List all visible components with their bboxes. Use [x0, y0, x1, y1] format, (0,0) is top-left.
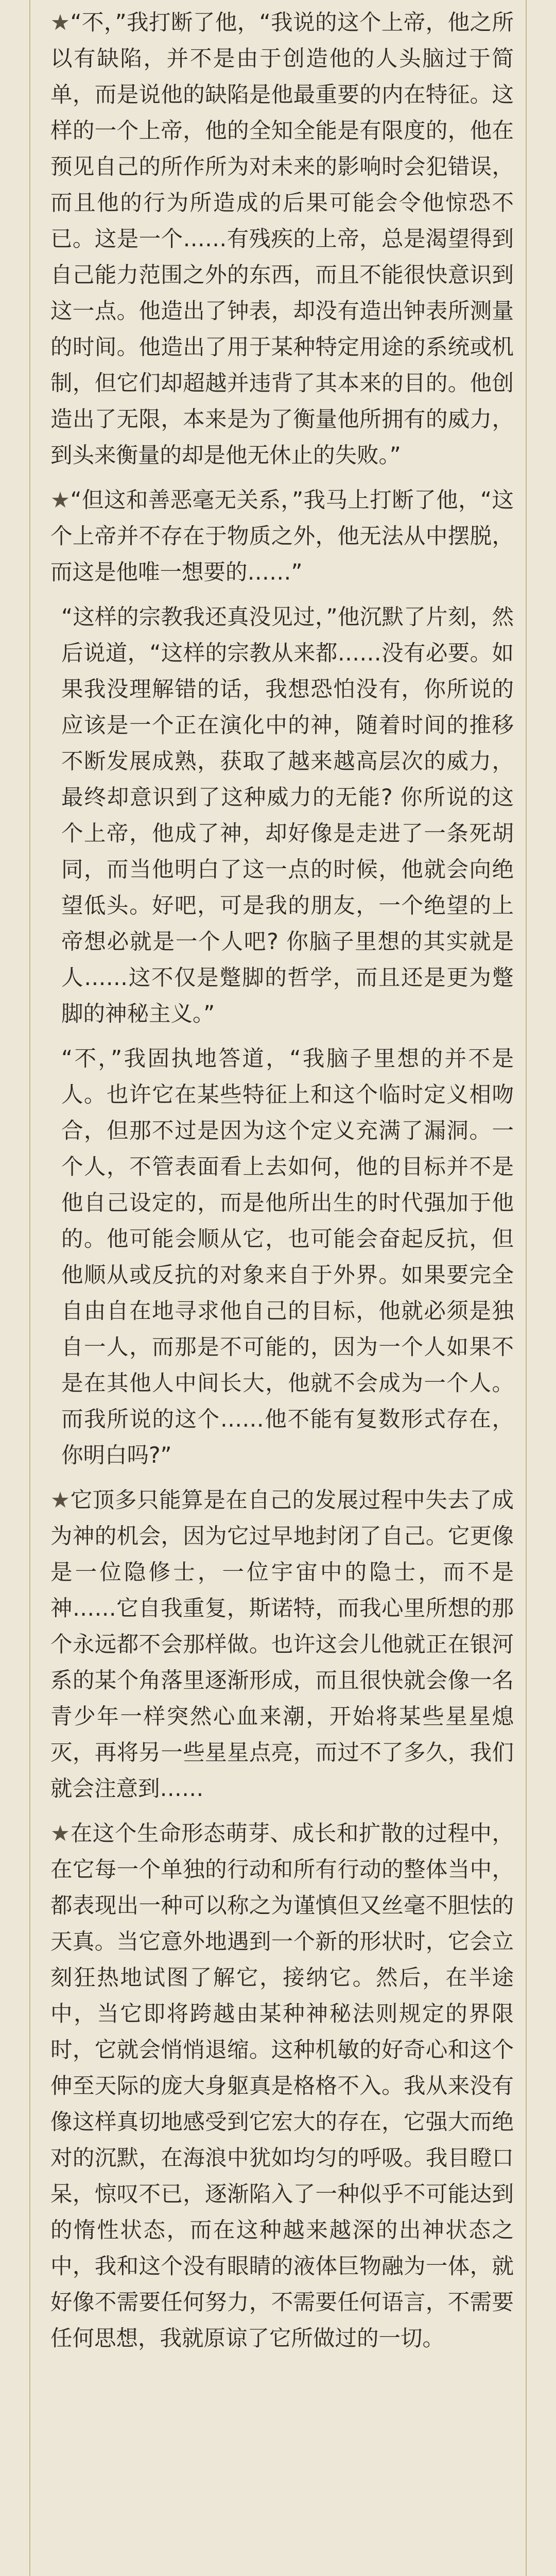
- paragraph-text: 在这个生命形态萌芽、成长和扩散的过程中，在它每一个单独的行动和所有行动的整体当中，都表现出一种可以称之为谨慎但又丝毫不胆怯的天真。当它意外地遇到一个新的形状时，它会立刻狂热地试图了解它，接纳它。然后，在半途中，当它即将跨越由某种神秘法则规定的界限时，它就会悄悄退缩。这种机敏的好奇心和这个伸至天际的庞大身躯真是格格不入。我从来没有像这样真切地感受到它宏大的存在，它强大而绝对的沉默，在海浪中犹如均匀的呼吸。我目瞪口呆，惊叹不已，逐渐陷入了一种似乎不可能达到的惰性状态，而在这种越来越深的出神状态之中，我和这个没有眼睛的液体巨物融为一体，就好像不需要任何努力，不需要任何语言，不需要任何思想，我就原谅了它所做过的一切。: [50, 1821, 514, 2351]
- star-icon: ★: [50, 1821, 71, 1846]
- paragraph-4: [50, 1041, 514, 1474]
- paragraph-text: 它顶多只能算是在自己的发展过程中失去了成为神的机会，因为它过早地封闭了自己。它更像是一位隐修士，一位宇宙中的隐士，而不是神……它自我重复，斯诺特，而我心里所想的那个永远都不会那样做。也许这会儿他就正在银河系的某个角落里逐渐形成，而且很快就会像一名青少年一样突然心血来潮，开始将某些星星熄灭，再将另一些星星点亮，而过不了多久，我们就会注意到……: [50, 1488, 514, 1802]
- paragraph-text: “不，”我打断了他，“我说的这个上帝，他之所以有缺陷，并不是由于创造他的人头脑过于简单，而是说他的缺陷是他最重要的内在特征。这样的一个上帝，他的全知全能是有限度的，他在预见自己的所作所为对未来的影响时会犯错误，而且他的行为所造成的后果可能会令他惊恐不已。这是一个……有残疾的上帝，总是渴望得到自己能力范围之外的东西，而且不能很快意识到这一点。他造出了钟表，却没有造出钟表所测量的时间。他造出了用于某种特定用途的系统或机制，但它们却超越并违背了其本来的目的。他创造出了无限，本来是为了衡量他所拥有的威力，到头来衡量的却是他无休止的失败。”: [50, 10, 514, 468]
- paragraph-text: “但这和善恶毫无关系，”我马上打断了他，“这个上帝并不存在于物质之外，他无法从中摆脱，而这是他唯一想要的……”: [50, 488, 514, 585]
- star-icon: ★: [50, 488, 71, 513]
- star-icon: ★: [50, 10, 71, 36]
- star-icon: ★: [50, 1488, 71, 1513]
- paragraph-text: “这样的宗教我还真没见过，”他沉默了片刻，然后说道，“这样的宗教从来都……没有必要。如果我没理解错的话，我想恐怕没有，你所说的应该是一个正在演化中的神，随着时间的推移不断发展成熟，获取了越来越高层次的威力，最终却意识到了这种威力的无能? 你所说的这个上帝，他成了神，却好像是走进了一条死胡同，而当他明白了这一点的时候，他就会向绝望低头。好吧，可是我的朋友，一个绝望的上帝想必就是一个人吧? 你脑子里想的其实就是人……这不仅是蹩脚的哲学，而且还是更为蹩脚的神秘主义。”: [61, 605, 514, 1027]
- paragraph-2: [50, 483, 514, 591]
- left-margin-rule: [29, 0, 30, 2576]
- paragraph-6: [50, 1816, 514, 2357]
- text-body: [50, 5, 514, 2366]
- paragraph-text: “不，”我固执地答道，“我脑子里想的并不是人。也许它在某些特征上和这个临时定义相吻合，但那不过是因为这个定义充满了漏洞。一个人，不管表面看上去如何，他的目标并不是他自己设定的，而是他所出生的时代强加于他的。他可能会顺从它，也可能会奋起反抗，但他顺从或反抗的对象来自于外界。如果要完全自由自在地寻求他自己的目标，他就必须是独自一人，而那是不可能的，因为一个人如果不是在其他人中间长大，他就不会成为一个人。而我所说的这个……他不能有复数形式存在，你明白吗?”: [61, 1046, 514, 1468]
- paragraph-3: [50, 600, 514, 1032]
- paragraph-1: [50, 5, 514, 474]
- paragraph-5: [50, 1483, 514, 1807]
- right-margin-rule: [526, 0, 527, 2576]
